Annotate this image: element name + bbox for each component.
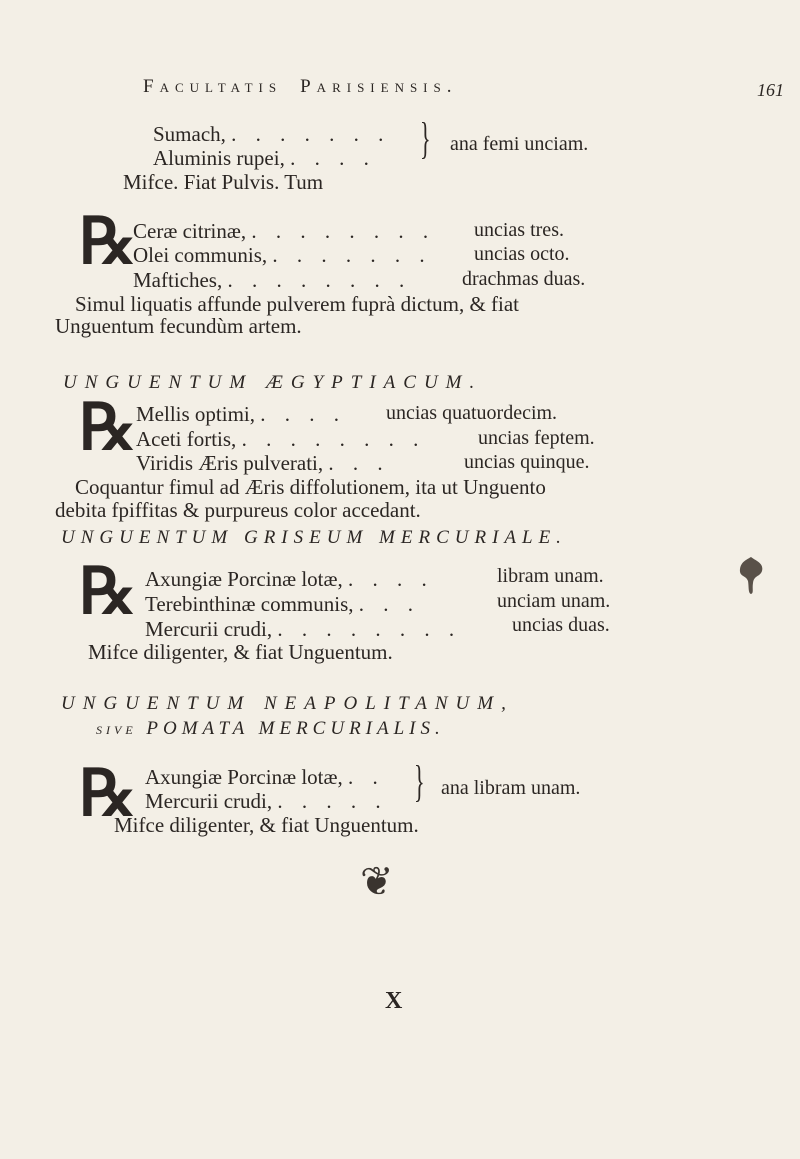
ingredient-line	[136, 451, 390, 476]
ingredient-line	[133, 219, 435, 244]
instruction-text: Simul liquatis affunde pulverem fuprà dictum, & fiat	[75, 292, 520, 316]
ingredient-name: Sumach,	[153, 122, 226, 146]
block1-line1	[153, 122, 390, 147]
leader-dots: . . . . . . . .	[227, 268, 412, 292]
ingredient-line	[145, 567, 434, 592]
leader-dots: . . . . .	[277, 789, 388, 813]
section-subtitle	[96, 718, 445, 740]
ingredient-line	[145, 592, 420, 617]
running-head-word2: Parisiensis.	[300, 76, 458, 97]
ingredient-quantity: unciam unam.	[497, 590, 611, 612]
section-title: UNGUENTUM ÆGYPTIACUM.	[63, 372, 483, 393]
ingredient-name: Terebinthinæ communis,	[145, 592, 354, 616]
recipe-symbol: ℞	[79, 554, 137, 629]
subtitle-sive: SIVE	[96, 723, 137, 737]
ingredient-quantity: uncias octo.	[474, 243, 570, 265]
ingredient-name: Ceræ citrinæ,	[133, 219, 247, 243]
ingredient-quantity: uncias tres.	[474, 219, 564, 241]
instruction-text: Mifce diligenter, & fiat Unguentum.	[114, 813, 419, 837]
block1-line2	[153, 146, 376, 171]
page-number: 161	[757, 80, 784, 100]
leader-dots: . . . . . . . .	[241, 427, 426, 451]
signature-mark: X	[385, 988, 403, 1014]
leader-dots: . . . . . . .	[231, 122, 391, 146]
block1-line3: Mifce. Fiat Pulvis. Tum	[123, 170, 324, 194]
ingredient-line	[145, 765, 385, 790]
recipe-symbol: ℞	[79, 204, 137, 279]
subtitle-text: POMATA MERCURIALIS.	[146, 718, 445, 739]
ingredient-quantity: uncias feptem.	[478, 427, 595, 449]
ana-quantity: ana femi unciam.	[450, 133, 589, 155]
leader-dots: . . . . . . . .	[277, 617, 462, 641]
instruction-text: Coquantur fimul ad Æris diffolutionem, ita ut Unguento	[75, 475, 546, 499]
ingredient-quantity: uncias quinque.	[464, 451, 590, 473]
ingredient-name: Olei communis,	[133, 243, 268, 267]
ingredient-name: Mercurii crudi,	[145, 617, 273, 641]
ingredient-quantity: libram unam.	[497, 565, 604, 587]
ingredient-name: Axungiæ Porcinæ lotæ,	[145, 567, 343, 591]
brace: }	[414, 757, 425, 806]
ingredient-line	[145, 789, 388, 814]
ornament-icon: ❦	[360, 859, 394, 904]
ingredient-line	[145, 617, 461, 642]
section-title: UNGUENTUM GRISEUM MERCURIALE.	[61, 527, 567, 548]
leader-dots: . .	[348, 765, 385, 789]
running-head	[143, 76, 458, 98]
ingredient-name: Axungiæ Porcinæ lotæ,	[145, 765, 343, 789]
ingredient-name: Aluminis rupei,	[153, 146, 285, 170]
leader-dots: . . . .	[290, 146, 376, 170]
running-head-word1: Facultatis	[143, 76, 283, 97]
ingredient-line	[133, 268, 411, 293]
instruction-text: Mifce diligenter, & fiat Unguentum.	[88, 640, 393, 664]
ingredient-quantity: uncias duas.	[512, 614, 610, 636]
ingredient-name: Maftiches,	[133, 268, 223, 292]
leader-dots: . . . . . . . .	[251, 219, 436, 243]
recipe-symbol: ℞	[79, 756, 137, 831]
ana-quantity: ana libram unam.	[441, 777, 581, 799]
ingredient-quantity: uncias quatuordecim.	[386, 402, 558, 424]
brace: }	[420, 114, 431, 163]
ingredient-quantity: drachmas duas.	[462, 268, 586, 290]
ingredient-name: Viridis Æris pulverati,	[136, 451, 324, 475]
ingredient-name: Mercurii crudi,	[145, 789, 273, 813]
ink-stain-icon	[736, 555, 766, 595]
leader-dots: . . . . . . .	[272, 243, 432, 267]
ingredient-name: Mellis optimi,	[136, 402, 256, 426]
leader-dots: . . .	[358, 592, 421, 616]
ingredient-line	[136, 402, 346, 427]
ingredient-name: Aceti fortis,	[136, 427, 237, 451]
instruction-text: Unguentum fecundùm artem.	[55, 314, 302, 338]
ingredient-line	[133, 243, 432, 268]
leader-dots: . . . .	[348, 567, 434, 591]
section-title: UNGUENTUM NEAPOLITANUM,	[61, 693, 514, 714]
leader-dots: . . .	[328, 451, 390, 475]
ingredient-line	[136, 427, 425, 452]
recipe-symbol: ℞	[79, 390, 137, 465]
leader-dots: . . . .	[260, 402, 347, 426]
instruction-text: debita fpiffitas & purpureus color accedant.	[55, 498, 421, 522]
